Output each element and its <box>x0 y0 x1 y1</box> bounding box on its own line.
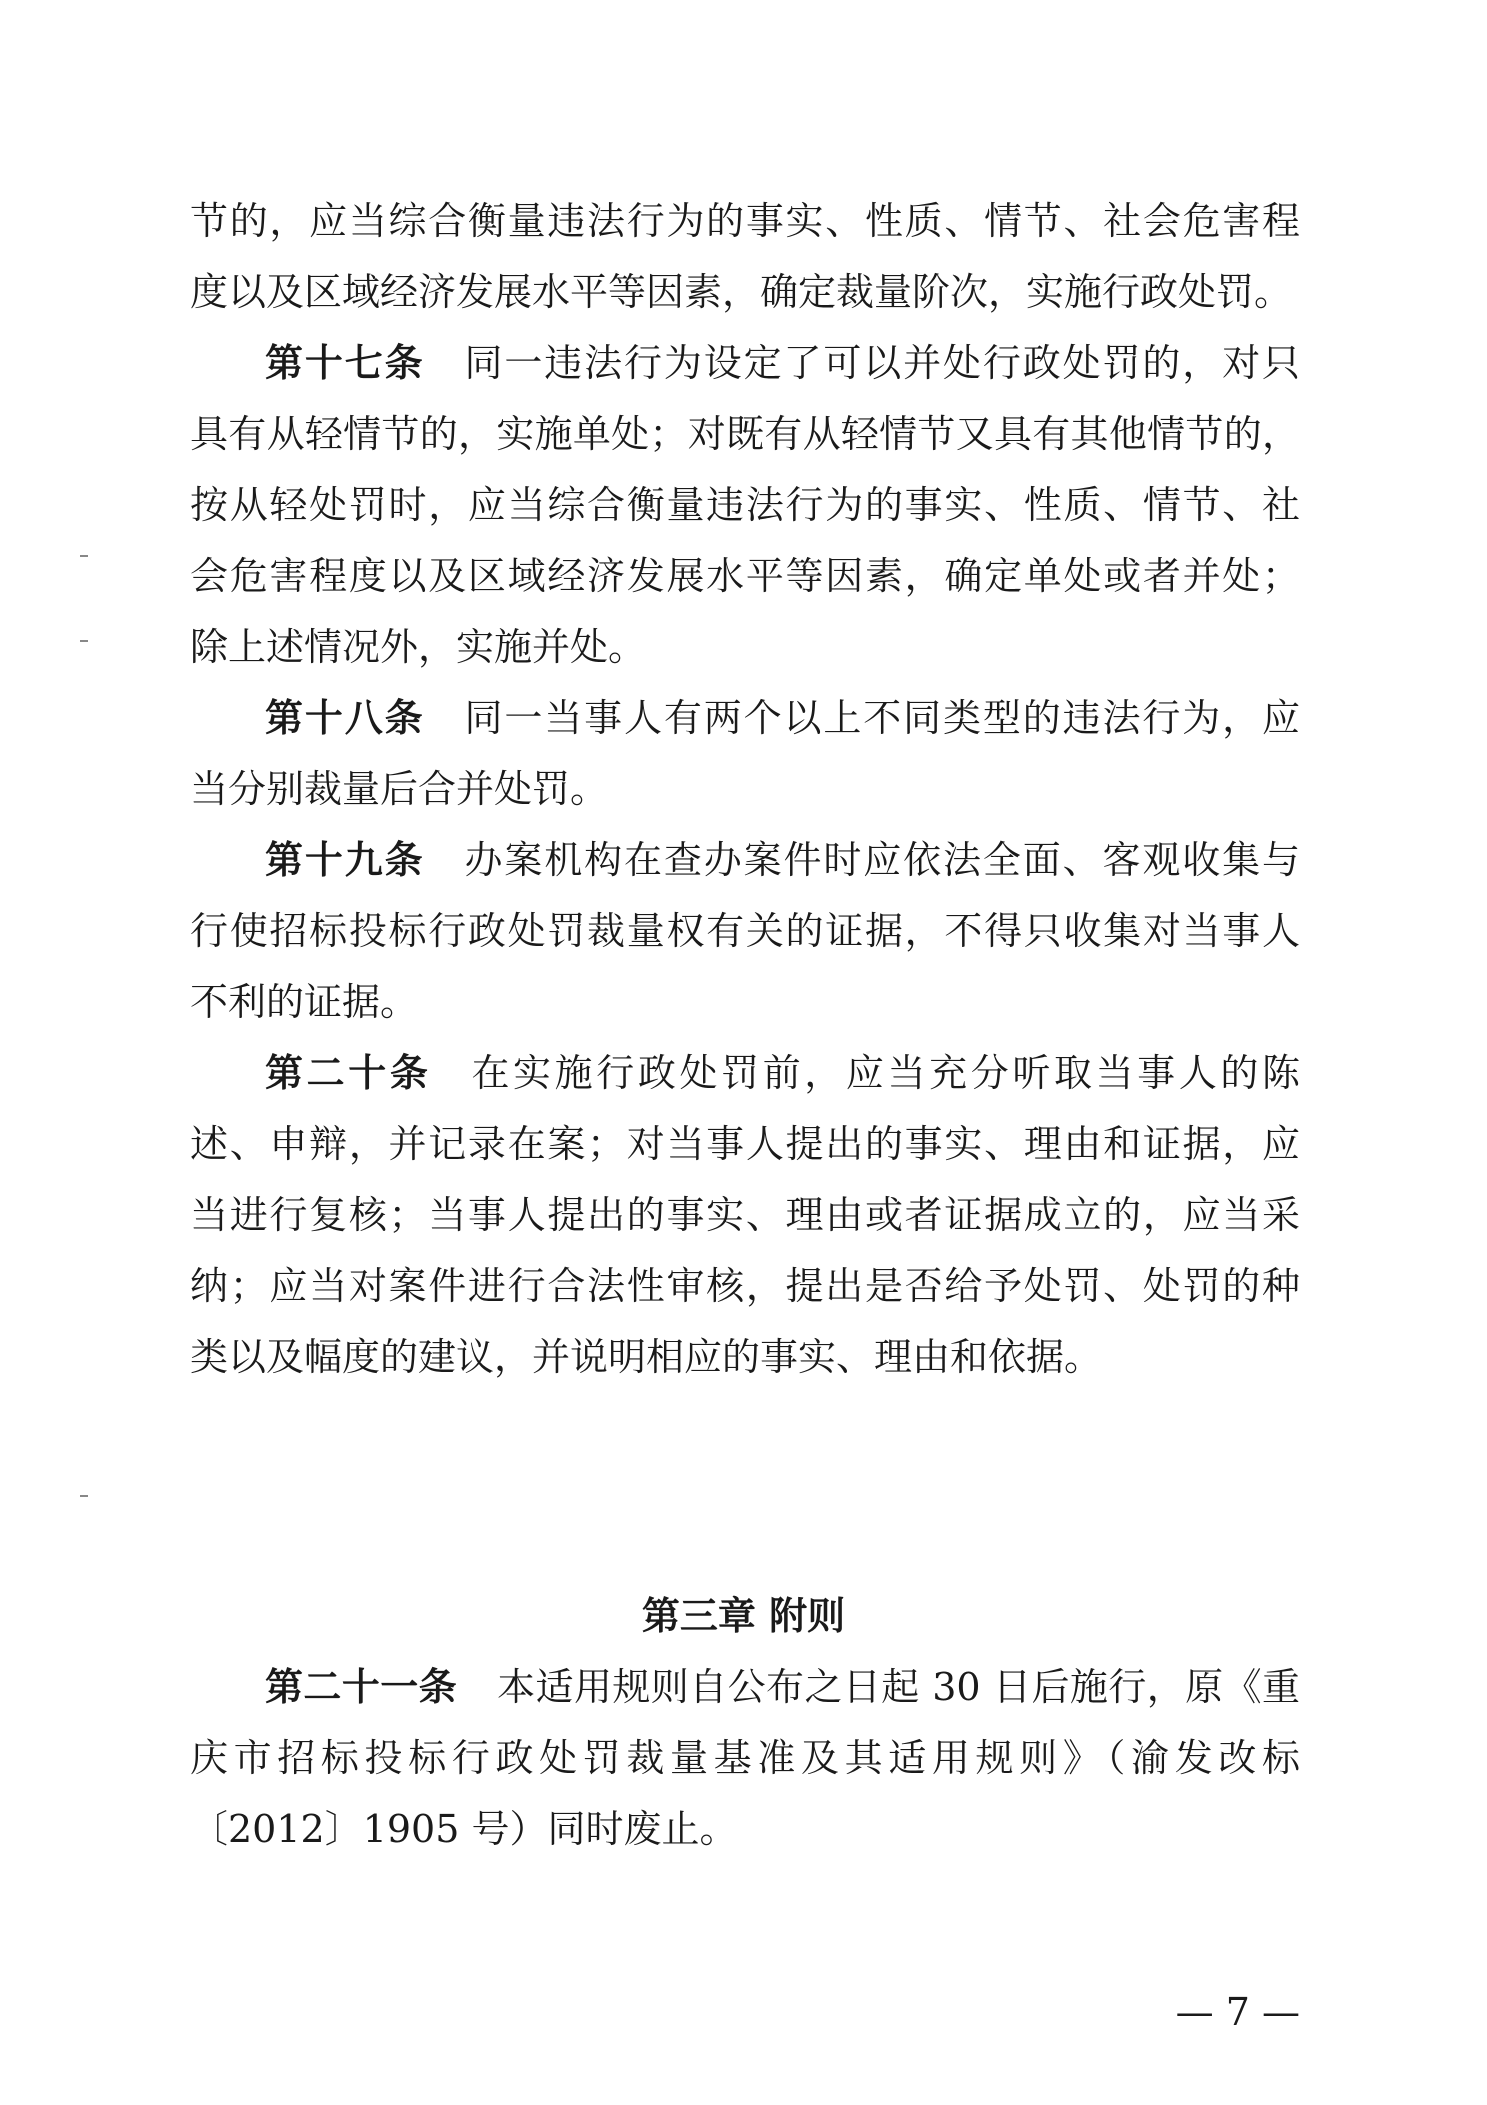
body-line: 行使招标投标行政处罚裁量权有关的证据，不得只收集对当事人 <box>190 909 1300 953</box>
body-line: 〔2012〕1905 号）同时废止。 <box>190 1807 738 1851</box>
body-line: 会危害程度以及区域经济发展水平等因素，确定单处或者并处； <box>190 554 1300 598</box>
article-20-text: 在实施行政处罚前，应当充分听取当事人的陈 <box>471 1051 1300 1095</box>
article-19-text: 办案机构在查办案件时应依法全面、客观收集与 <box>464 838 1300 882</box>
margin-mark <box>80 555 88 557</box>
body-line: 当分别裁量后合并处罚。 <box>190 767 609 811</box>
body-line: 纳；应当对案件进行合法性审核，提出是否给予处罚、处罚的种 <box>190 1264 1300 1308</box>
article-18-text: 同一当事人有两个以上不同类型的违法行为，应 <box>464 696 1300 740</box>
article-18-first-line <box>265 694 1300 742</box>
body-line: 节的，应当综合衡量违法行为的事实、性质、情节、社会危害程 <box>190 199 1300 243</box>
chapter-heading: 第三章 附则 <box>641 1594 846 1638</box>
body-line: 除上述情况外，实施并处。 <box>190 625 647 669</box>
article-17-label: 第十七条 <box>265 341 425 385</box>
article-17-first-line <box>265 339 1300 387</box>
article-19-label: 第十九条 <box>265 838 425 882</box>
body-line: 不利的证据。 <box>190 980 419 1024</box>
article-19-first-line <box>265 836 1300 884</box>
article-17-text: 同一违法行为设定了可以并处行政处罚的，对只 <box>464 341 1300 385</box>
body-line: 类以及幅度的建议，并说明相应的事实、理由和依据。 <box>190 1335 1103 1379</box>
margin-mark <box>80 1495 88 1497</box>
article-20-label: 第二十条 <box>265 1051 432 1095</box>
body-line: 具有从轻情节的，实施单处；对既有从轻情节又具有其他情节的， <box>190 412 1300 456</box>
body-line: 述、申辩，并记录在案；对当事人提出的事实、理由和证据，应 <box>190 1122 1300 1166</box>
article-20-first-line <box>265 1049 1300 1097</box>
body-line: 度以及区域经济发展水平等因素，确定裁量阶次，实施行政处罚。 <box>190 270 1293 314</box>
body-line: 当进行复核；当事人提出的事实、理由或者证据成立的，应当采 <box>190 1193 1300 1237</box>
article-21-first-line <box>265 1663 1300 1711</box>
body-line: 庆市招标投标行政处罚裁量基准及其适用规则》（渝发改标 <box>190 1736 1300 1780</box>
page-number: — 7 — <box>1175 1990 1300 2034</box>
body-line: 按从轻处罚时，应当综合衡量违法行为的事实、性质、情节、社 <box>190 483 1300 527</box>
article-21-label: 第二十一条 <box>265 1665 458 1709</box>
article-21-text: 本适用规则自公布之日起 30 日后施行，原《重 <box>497 1665 1300 1709</box>
article-18-label: 第十八条 <box>265 696 425 740</box>
margin-mark <box>80 640 88 642</box>
